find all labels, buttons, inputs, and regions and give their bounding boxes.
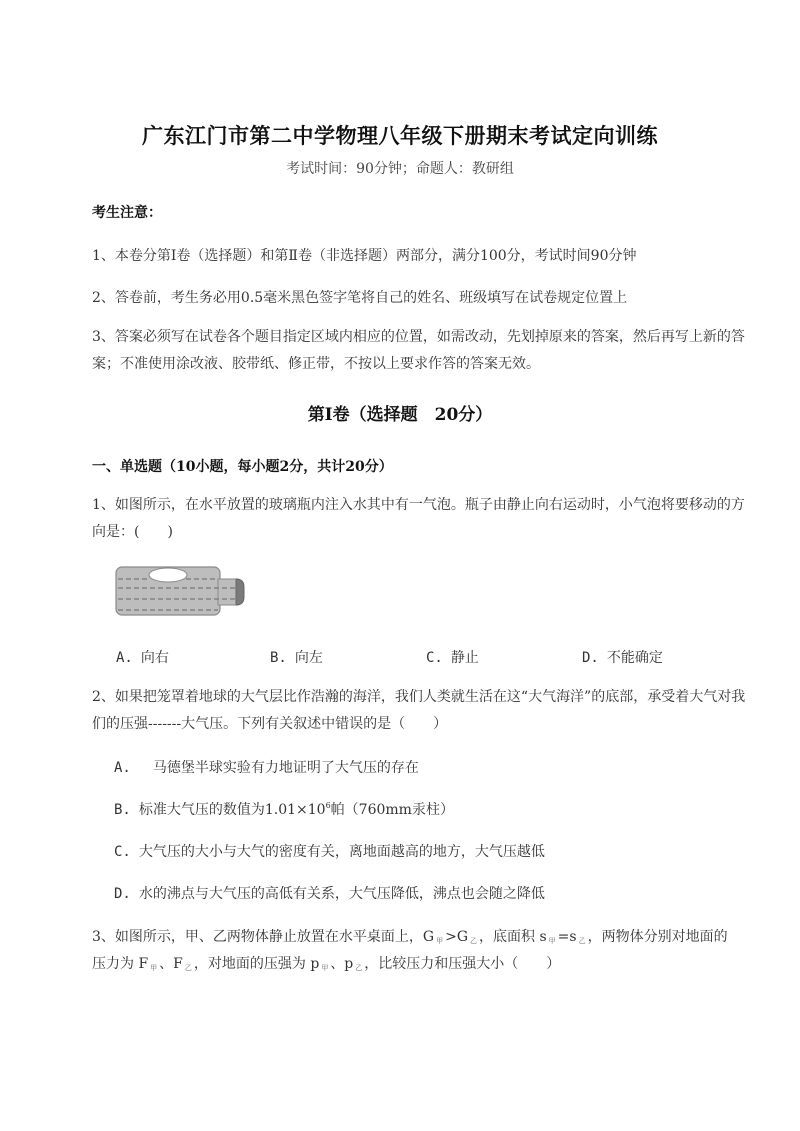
question-2-option-a[interactable]: A. 马德堡半球实验有力地证明了大气压的存在 — [114, 760, 419, 776]
question-2-option-c[interactable]: C. 大气压的大小与大气的密度有关，离地面越高的地方，大气压越低 — [114, 844, 545, 860]
question-1-option-b[interactable]: B. 向左 — [270, 650, 323, 666]
question-2-stem: 2、如果把笼罩着地球的大气层比作浩瀚的海洋，我们人类就生活在这“大气海洋”的底部，承受着大气对我们的压强-------大气压。下列有关叙述中错误的是（ ） — [92, 689, 746, 732]
document-subtitle: 考试时间：90分钟；命题人：教研组 — [286, 161, 514, 177]
question-3-stem-line-1: 3、如图所示，甲、乙两物体静止放置在水平桌面上，G $_甲$ >G $_乙$ ，底面积 s $_甲$ =s $_乙$ ，两物体分别对地面的 — [92, 929, 728, 945]
part-heading: 一、单选题（10小题，每小题2分，共计20分） — [92, 459, 393, 475]
document-title: 广东江门市第二中学物理八年级下册期末考试定向训练 — [142, 124, 658, 148]
bottle-icon — [114, 565, 250, 617]
question-3-stem-line-2: 压力为 F $_甲$ 、F $_乙$ ，对地面的压强为 p $_甲$ 、p $_乙$ ，比较压力和压强大小（ ） — [92, 956, 561, 972]
notice-item-1: 1、本卷分第I卷（选择题）和第Ⅱ卷（非选择题）两部分，满分100分，考试时间90分钟 — [92, 248, 637, 264]
question-1-option-a[interactable]: A. 向右 — [116, 650, 169, 666]
notice-heading: 考生注意： — [92, 205, 162, 221]
question-1-option-c[interactable]: C. 静止 — [426, 650, 479, 666]
question-1-option-d[interactable]: D. 不能确定 — [582, 650, 663, 666]
section-title: 第I卷（选择题 20分） — [307, 405, 493, 425]
question-1-stem: 1、如图所示，在水平放置的玻璃瓶内注入水其中有一气泡。瓶子由静止向右运动时，小气泡将要移动的方向是：( ) — [92, 497, 745, 540]
notice-item-2: 2、答卷前，考生务必用0.5毫米黑色签字笔将自己的姓名、班级填写在试卷规定位置上 — [92, 290, 628, 306]
bottle-with-bubble-figure — [114, 565, 250, 617]
notice-item-3: 3、答案必须写在试卷各个题目指定区域内相应的位置，如需改动，先划掉原来的答案，然后再写上新的答案；不准使用涂改液、胶带纸、修正带，不按以上要求作答的答案无效。 — [92, 329, 745, 372]
question-2-option-b[interactable]: B. 标准大气压的数值为$1.01\times 10^6$帕（760mm汞柱） — [114, 801, 454, 818]
question-2-option-d[interactable]: D. 水的沸点与大气压的高低有关系，大气压降低，沸点也会随之降低 — [114, 886, 545, 902]
